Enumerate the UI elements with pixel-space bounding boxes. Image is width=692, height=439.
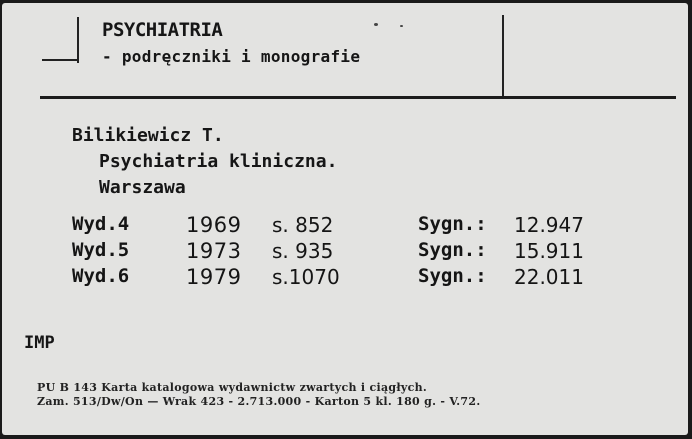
edition-pages: s. 852 [272,213,334,237]
edition-label: Wyd.6 [72,265,130,287]
card-header-divider [40,96,676,99]
printer-imprint-line2: Zam. 513/Dw/On — Wrak 423 - 2.713.000 - Karton 5 kl. 180 g. - V.72. [37,395,481,408]
stamp-mark: IMP [24,333,55,353]
catalog-card [2,3,688,435]
signature-label: Sygn.: [418,265,487,287]
card-right-vertical-rule [502,15,504,97]
subject-heading: PSYCHIATRIA [102,19,223,41]
edition-label: Wyd.5 [72,239,130,261]
book-title: Psychiatria kliniczna. [99,151,338,172]
edition-year: 1973 [186,239,242,263]
subject-subheading: - podręczniki i monografie [102,47,361,66]
edition-pages: s.1070 [272,265,340,289]
signature-number: 12.947 [514,213,584,237]
ink-speck [374,23,378,26]
signature-number: 22.011 [514,265,584,289]
printer-imprint-line1: PU B 143 Karta katalogowa wydawnictw zwartych i ciągłych. [37,381,428,394]
edition-year: 1969 [186,213,242,237]
ink-speck [400,25,403,27]
author-name: Bilikiewicz T. [72,125,224,146]
signature-number: 15.911 [514,239,584,263]
card-left-corner-rule [77,17,79,63]
publication-place: Warszawa [99,177,186,198]
signature-label: Sygn.: [418,239,487,261]
signature-label: Sygn.: [418,213,487,235]
edition-year: 1979 [186,265,242,289]
edition-label: Wyd.4 [72,213,130,235]
card-left-corner-rule-horizontal [42,59,79,61]
edition-pages: s. 935 [272,239,334,263]
